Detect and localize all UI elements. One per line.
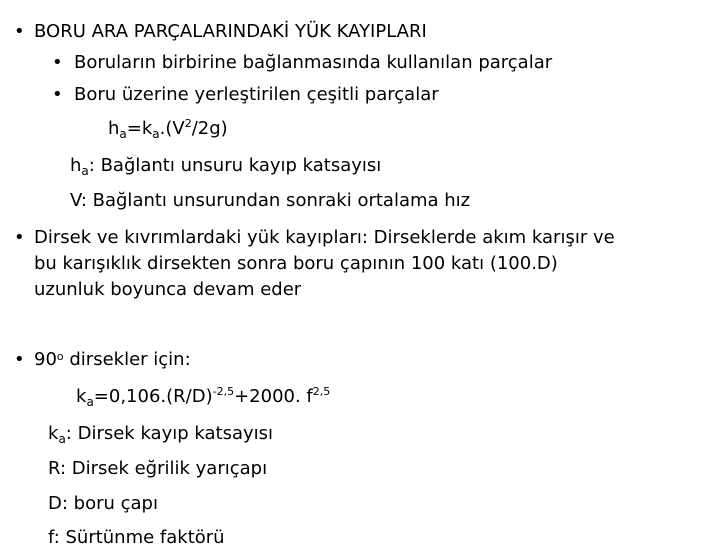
formula-ha-rest-b: /2g) — [191, 118, 228, 139]
heading-degree: o — [56, 350, 64, 363]
formula-ka-exp1: -2,5 — [212, 385, 235, 398]
sub-bullet-2: • — [52, 84, 63, 105]
bullet-3: • — [14, 349, 25, 370]
formula-ka-part2: +2000. f — [234, 386, 313, 407]
definition-r: R: Dirsek eğrilik yarıçapı — [48, 458, 268, 479]
formula-ha-rest-a: .(V — [159, 118, 185, 139]
heading-90-rest: dirsekler için: — [63, 349, 191, 370]
formula-ka-exp2: 2,5 — [312, 385, 331, 398]
heading-90-num: 90 — [34, 349, 57, 370]
sub-bullet-1: • — [52, 52, 63, 73]
bullet-1: • — [14, 21, 25, 42]
formula-ha — [108, 118, 228, 140]
definition-ha-sub: a — [81, 164, 89, 178]
dirsek-text-line-2: bu karışıklık dirsekten sonra boru çapının 100 katı (100.D) — [34, 253, 558, 274]
formula-ka-sub2: a — [86, 395, 94, 409]
definition-f: f: Sürtünme faktörü — [48, 527, 225, 548]
sub-item-2: Boru üzerine yerleştirilen çeşitli parçalar — [74, 84, 439, 105]
dirsek-text-line-1: Dirsek ve kıvrımlardaki yük kayıpları: Dirseklerde akım karışır ve — [34, 227, 615, 248]
definition-ka-sub: a — [58, 432, 66, 446]
definition-ha — [70, 155, 381, 177]
formula-ha-h: h — [108, 118, 120, 139]
definition-ka — [48, 423, 273, 445]
definition-ka-sym: k — [48, 423, 59, 444]
definition-ka-text: : Dirsek kayıp katsayısı — [65, 423, 274, 444]
formula-ka-k: k — [76, 386, 87, 407]
formula-ha-exp: 2 — [184, 117, 192, 130]
definition-ha-text: : Bağlantı unsuru kayıp katsayısı — [88, 155, 382, 176]
sub-item-1: Boruların birbirine bağlanmasında kullanılan parçalar — [74, 52, 553, 73]
formula-ka-part1: =0,106.(R/D) — [93, 386, 213, 407]
formula-ha-eq: =k — [126, 118, 153, 139]
section-heading-90-dirsek — [34, 349, 191, 371]
definition-v: V: Bağlantı unsurundan sonraki ortalama hız — [70, 190, 471, 211]
dirsek-text-line-3: uzunluk boyunca devam eder — [34, 279, 302, 300]
formula-ha-sub: a — [119, 127, 127, 141]
section-heading-yuk-kayiplari: BORU ARA PARÇALARINDAKİ YÜK KAYIPLARI — [34, 21, 427, 42]
formula-ka-sub: a — [152, 127, 160, 141]
definition-d: D: boru çapı — [48, 493, 158, 514]
formula-ka — [76, 386, 330, 408]
definition-ha-sym: h — [70, 155, 82, 176]
bullet-2: • — [14, 227, 25, 248]
